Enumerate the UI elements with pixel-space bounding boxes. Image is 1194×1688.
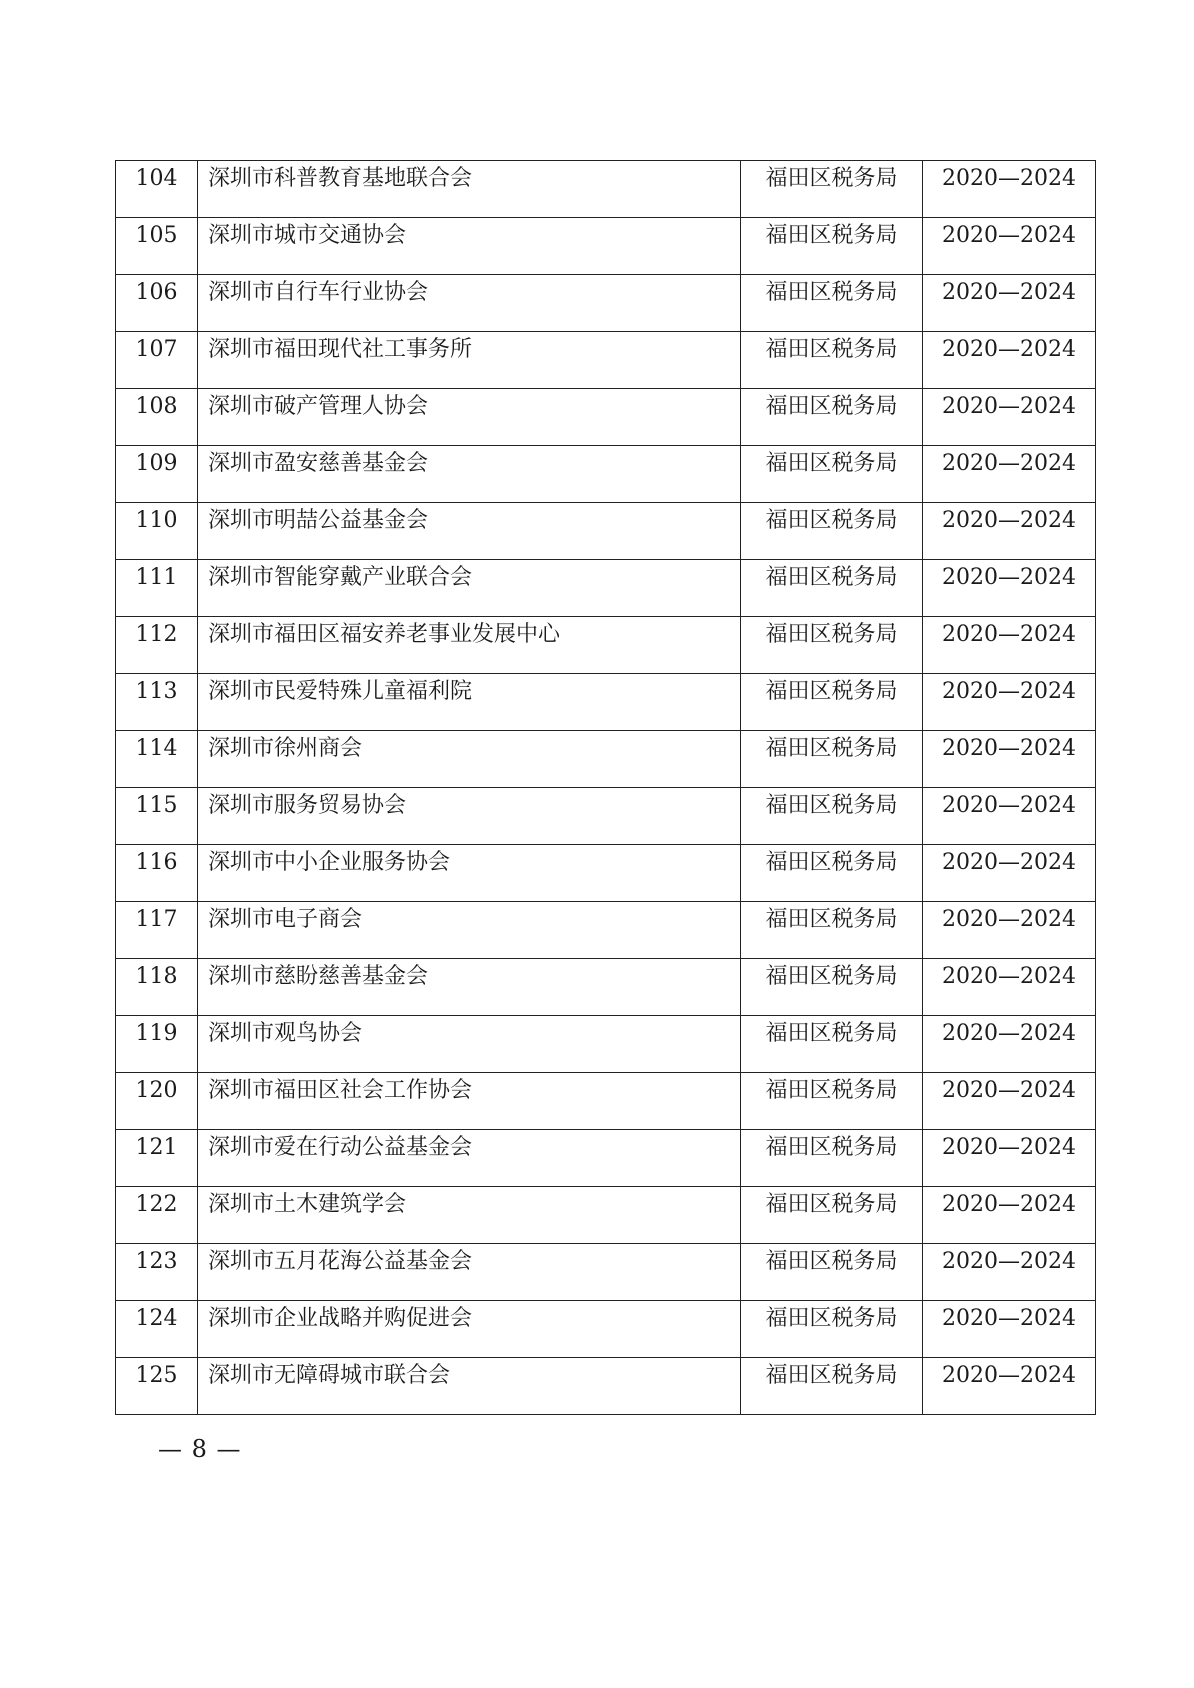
row-number-cell	[116, 731, 198, 788]
organization-name: 深圳市福田现代社工事务所	[208, 337, 473, 362]
row-number: 122	[135, 1192, 178, 1217]
tax-authority: 福田区税务局	[765, 622, 898, 647]
organization-name: 深圳市福田区社会工作协会	[208, 1078, 473, 1103]
table-row	[116, 959, 1096, 1016]
validity-period: 2020—2024	[942, 964, 1076, 989]
validity-period-cell	[923, 1301, 1096, 1358]
organization-name: 深圳市城市交通协会	[208, 223, 407, 248]
organization-name: 深圳市自行车行业协会	[208, 280, 429, 305]
organization-name-cell	[198, 1016, 741, 1073]
tax-authority: 福田区税务局	[765, 394, 898, 419]
row-number: 114	[135, 736, 178, 761]
organization-name: 深圳市土木建筑学会	[208, 1192, 407, 1217]
table-row	[116, 560, 1096, 617]
row-number: 111	[135, 565, 178, 590]
organization-name: 深圳市明喆公益基金会	[208, 508, 429, 533]
organization-name: 深圳市电子商会	[208, 907, 363, 932]
page-number: — 8 —	[158, 1435, 242, 1463]
tax-authority-cell	[741, 617, 923, 674]
tax-authority-cell	[741, 845, 923, 902]
tax-authority-cell	[741, 1016, 923, 1073]
row-number-cell	[116, 1073, 198, 1130]
validity-period-cell	[923, 389, 1096, 446]
row-number-cell	[116, 275, 198, 332]
row-number-cell	[116, 1187, 198, 1244]
validity-period: 2020—2024	[942, 679, 1076, 704]
validity-period-cell	[923, 1187, 1096, 1244]
organization-name-cell	[198, 674, 741, 731]
table-row	[116, 731, 1096, 788]
table-body	[116, 161, 1096, 1415]
organization-name-cell	[198, 1187, 741, 1244]
tax-authority-cell	[741, 1187, 923, 1244]
tax-authority-cell	[741, 1301, 923, 1358]
tax-authority-cell	[741, 902, 923, 959]
organization-name-cell	[198, 1130, 741, 1187]
row-number: 116	[135, 850, 178, 875]
organization-name-cell	[198, 617, 741, 674]
tax-authority-cell	[741, 218, 923, 275]
table-row	[116, 332, 1096, 389]
organization-table	[115, 160, 1096, 1415]
row-number: 125	[135, 1363, 178, 1388]
tax-authority: 福田区税务局	[765, 1021, 898, 1046]
row-number-cell	[116, 503, 198, 560]
tax-authority: 福田区税务局	[765, 1192, 898, 1217]
organization-name-cell	[198, 788, 741, 845]
organization-name-cell	[198, 902, 741, 959]
validity-period-cell	[923, 1358, 1096, 1415]
validity-period-cell	[923, 161, 1096, 218]
row-number-cell	[116, 560, 198, 617]
tax-authority-cell	[741, 560, 923, 617]
row-number: 115	[135, 793, 178, 818]
table-row	[116, 275, 1096, 332]
tax-authority-cell	[741, 674, 923, 731]
table-row	[116, 218, 1096, 275]
organization-name: 深圳市智能穿戴产业联合会	[208, 565, 473, 590]
table-row	[116, 617, 1096, 674]
row-number-cell	[116, 1301, 198, 1358]
tax-authority-cell	[741, 959, 923, 1016]
tax-authority: 福田区税务局	[765, 1363, 898, 1388]
organization-name: 深圳市中小企业服务协会	[208, 850, 451, 875]
row-number: 124	[135, 1306, 178, 1331]
row-number: 108	[135, 394, 178, 419]
row-number-cell	[116, 788, 198, 845]
row-number: 106	[135, 280, 178, 305]
organization-name: 深圳市科普教育基地联合会	[208, 166, 473, 191]
tax-authority-cell	[741, 1130, 923, 1187]
validity-period-cell	[923, 617, 1096, 674]
row-number: 105	[135, 223, 178, 248]
tax-authority: 福田区税务局	[765, 1249, 898, 1274]
organization-name-cell	[198, 389, 741, 446]
validity-period-cell	[923, 674, 1096, 731]
table-row	[116, 788, 1096, 845]
tax-authority-cell	[741, 1244, 923, 1301]
row-number-cell	[116, 218, 198, 275]
tax-authority-cell	[741, 1073, 923, 1130]
tax-authority-cell	[741, 275, 923, 332]
validity-period-cell	[923, 1016, 1096, 1073]
validity-period: 2020—2024	[942, 1249, 1076, 1274]
validity-period: 2020—2024	[942, 622, 1076, 647]
validity-period: 2020—2024	[942, 394, 1076, 419]
validity-period-cell	[923, 560, 1096, 617]
tax-authority: 福田区税务局	[765, 565, 898, 590]
tax-authority: 福田区税务局	[765, 337, 898, 362]
tax-authority-cell	[741, 788, 923, 845]
validity-period-cell	[923, 1073, 1096, 1130]
organization-name: 深圳市无障碍城市联合会	[208, 1363, 451, 1388]
validity-period: 2020—2024	[942, 907, 1076, 932]
validity-period-cell	[923, 731, 1096, 788]
organization-name: 深圳市盈安慈善基金会	[208, 451, 429, 476]
validity-period: 2020—2024	[942, 793, 1076, 818]
validity-period: 2020—2024	[942, 337, 1076, 362]
tax-authority-cell	[741, 731, 923, 788]
validity-period: 2020—2024	[942, 850, 1076, 875]
table-row	[116, 1187, 1096, 1244]
organization-name-cell	[198, 1358, 741, 1415]
tax-authority: 福田区税务局	[765, 1135, 898, 1160]
validity-period: 2020—2024	[942, 1021, 1076, 1046]
tax-authority: 福田区税务局	[765, 964, 898, 989]
tax-authority-cell	[741, 503, 923, 560]
validity-period-cell	[923, 503, 1096, 560]
organization-name: 深圳市企业战略并购促进会	[208, 1306, 473, 1331]
row-number-cell	[116, 446, 198, 503]
table-row	[116, 446, 1096, 503]
tax-authority: 福田区税务局	[765, 907, 898, 932]
table-row	[116, 1016, 1096, 1073]
row-number: 109	[135, 451, 178, 476]
organization-name: 深圳市爱在行动公益基金会	[208, 1135, 473, 1160]
validity-period: 2020—2024	[942, 1192, 1076, 1217]
row-number-cell	[116, 617, 198, 674]
organization-name: 深圳市民爱特殊儿童福利院	[208, 679, 473, 704]
validity-period-cell	[923, 1130, 1096, 1187]
tax-authority: 福田区税务局	[765, 736, 898, 761]
organization-name-cell	[198, 503, 741, 560]
organization-name-cell	[198, 332, 741, 389]
tax-authority: 福田区税务局	[765, 223, 898, 248]
organization-name-cell	[198, 1073, 741, 1130]
validity-period: 2020—2024	[942, 451, 1076, 476]
row-number-cell	[116, 1244, 198, 1301]
tax-authority: 福田区税务局	[765, 451, 898, 476]
table-row	[116, 1244, 1096, 1301]
table-row	[116, 1073, 1096, 1130]
tax-authority: 福田区税务局	[765, 280, 898, 305]
validity-period-cell	[923, 845, 1096, 902]
row-number-cell	[116, 902, 198, 959]
organization-name-cell	[198, 275, 741, 332]
organization-name-cell	[198, 1301, 741, 1358]
validity-period: 2020—2024	[942, 1078, 1076, 1103]
validity-period-cell	[923, 902, 1096, 959]
organization-name: 深圳市福田区福安养老事业发展中心	[208, 622, 561, 647]
organization-name-cell	[198, 218, 741, 275]
tax-authority-cell	[741, 161, 923, 218]
table-row	[116, 389, 1096, 446]
tax-authority: 福田区税务局	[765, 166, 898, 191]
validity-period-cell	[923, 275, 1096, 332]
organization-name-cell	[198, 959, 741, 1016]
validity-period-cell	[923, 788, 1096, 845]
table-row	[116, 902, 1096, 959]
row-number-cell	[116, 332, 198, 389]
organization-name: 深圳市观鸟协会	[208, 1021, 363, 1046]
validity-period-cell	[923, 446, 1096, 503]
row-number: 119	[135, 1021, 178, 1046]
tax-authority-cell	[741, 389, 923, 446]
row-number: 113	[135, 679, 178, 704]
tax-authority: 福田区税务局	[765, 850, 898, 875]
tax-authority-cell	[741, 332, 923, 389]
validity-period: 2020—2024	[942, 508, 1076, 533]
row-number-cell	[116, 1016, 198, 1073]
validity-period: 2020—2024	[942, 280, 1076, 305]
organization-name: 深圳市破产管理人协会	[208, 394, 429, 419]
organization-name-cell	[198, 1244, 741, 1301]
validity-period: 2020—2024	[942, 1306, 1076, 1331]
validity-period: 2020—2024	[942, 736, 1076, 761]
organization-name-cell	[198, 731, 741, 788]
row-number-cell	[116, 674, 198, 731]
row-number: 120	[135, 1078, 178, 1103]
row-number: 118	[135, 964, 178, 989]
validity-period-cell	[923, 218, 1096, 275]
tax-authority-cell	[741, 446, 923, 503]
organization-name: 深圳市五月花海公益基金会	[208, 1249, 473, 1274]
row-number: 123	[135, 1249, 178, 1274]
row-number: 107	[135, 337, 178, 362]
validity-period: 2020—2024	[942, 223, 1076, 248]
row-number: 110	[135, 508, 178, 533]
organization-name: 深圳市徐州商会	[208, 736, 363, 761]
validity-period-cell	[923, 1244, 1096, 1301]
tax-authority: 福田区税务局	[765, 793, 898, 818]
table-row	[116, 845, 1096, 902]
tax-authority-cell	[741, 1358, 923, 1415]
row-number: 112	[135, 622, 178, 647]
row-number-cell	[116, 1130, 198, 1187]
organization-name-cell	[198, 845, 741, 902]
row-number-cell	[116, 1358, 198, 1415]
organization-name-cell	[198, 161, 741, 218]
organization-name-cell	[198, 560, 741, 617]
tax-authority: 福田区税务局	[765, 1078, 898, 1103]
validity-period: 2020—2024	[942, 565, 1076, 590]
tax-authority: 福田区税务局	[765, 679, 898, 704]
table-row	[116, 1301, 1096, 1358]
table-row	[116, 1130, 1096, 1187]
table-row	[116, 161, 1096, 218]
validity-period: 2020—2024	[942, 1135, 1076, 1160]
tax-authority: 福田区税务局	[765, 508, 898, 533]
validity-period-cell	[923, 332, 1096, 389]
row-number: 121	[135, 1135, 178, 1160]
table-row	[116, 674, 1096, 731]
organization-name-cell	[198, 446, 741, 503]
organization-name: 深圳市慈盼慈善基金会	[208, 964, 429, 989]
row-number-cell	[116, 161, 198, 218]
tax-authority: 福田区税务局	[765, 1306, 898, 1331]
row-number-cell	[116, 959, 198, 1016]
validity-period: 2020—2024	[942, 1363, 1076, 1388]
organization-name: 深圳市服务贸易协会	[208, 793, 407, 818]
row-number: 117	[135, 907, 178, 932]
row-number-cell	[116, 389, 198, 446]
row-number: 104	[135, 166, 178, 191]
validity-period-cell	[923, 959, 1096, 1016]
validity-period: 2020—2024	[942, 166, 1076, 191]
row-number-cell	[116, 845, 198, 902]
table-row	[116, 1358, 1096, 1415]
table-row	[116, 503, 1096, 560]
